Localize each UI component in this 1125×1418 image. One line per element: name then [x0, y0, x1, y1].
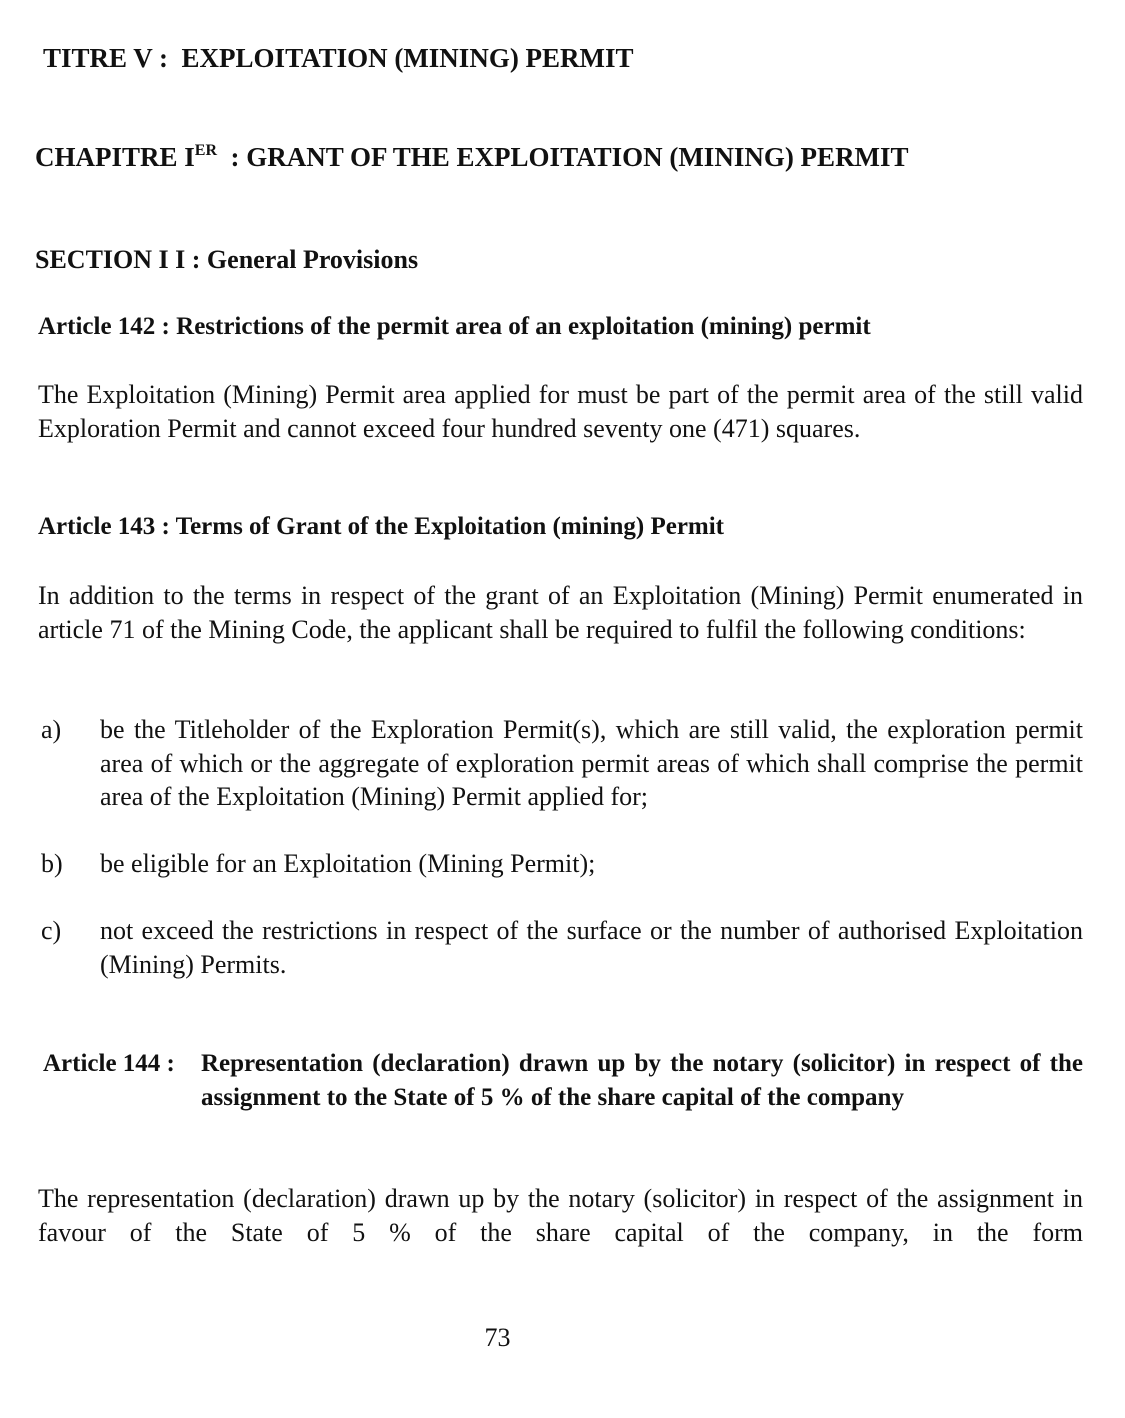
article-143-body: In addition to the terms in respect of the grant of an Exploitation (Mining) Permit enumerated in article 71 of the Mining Code, the applicant shall be required to fulfil the following conditions:	[38, 581, 1083, 644]
page-number: 73	[484, 1323, 511, 1352]
article-144-label: Article 144 :	[43, 1050, 182, 1077]
list-marker: a)	[41, 715, 62, 744]
list-item-b	[38, 847, 1083, 881]
list-item-text: not exceed the restrictions in respect of the surface or the number of authorised Exploitation (Mining) Permits.	[100, 916, 1083, 979]
article-144-body: The representation (declaration) drawn up by the notary (solicitor) in respect of the assignment in favour of the State of 5 % of the share capital of the company, in the form	[38, 1184, 1083, 1247]
list-marker: c)	[41, 916, 62, 945]
chapitre-superscript: ER	[194, 142, 218, 159]
article-144-heading	[43, 1047, 1083, 1115]
article-143-heading: Article 143 : Terms of Grant of the Exploitation (mining) Permit	[38, 513, 725, 540]
chapitre-prefix: CHAPITRE I	[35, 142, 195, 172]
list-item-text: be the Titleholder of the Exploration Permit(s), which are still valid, the exploration permit area of which or the aggregate of exploration permit areas of which shall comprise the permit area of the Exploitation (Mining) Permit applied for;	[100, 715, 1083, 811]
article-144-title: Representation (declaration) drawn up by the notary (solicitor) in respect of the assignment to the State of 5 % of the share capital of the company	[201, 1050, 1083, 1111]
list-marker: b)	[41, 849, 63, 878]
article-142-heading: Article 142 : Restrictions of the permit area of an exploitation (mining) permit	[38, 313, 871, 340]
list-item-text: be eligible for an Exploitation (Mining Permit);	[100, 849, 596, 878]
list-item-c	[38, 914, 1083, 981]
chapitre-title: : GRANT OF THE EXPLOITATION (MINING) PERMIT	[217, 142, 909, 172]
article-142-body: The Exploitation (Mining) Permit area applied for must be part of the permit area of the still valid Exploration Permit and cannot exceed four hundred seventy one (471) squares.	[38, 380, 1083, 443]
chapitre-heading	[35, 142, 909, 173]
section-heading: SECTION I I : General Provisions	[35, 245, 419, 274]
list-item-a	[38, 713, 1083, 814]
titre-heading: TITRE V : EXPLOITATION (MINING) PERMIT	[43, 43, 634, 73]
